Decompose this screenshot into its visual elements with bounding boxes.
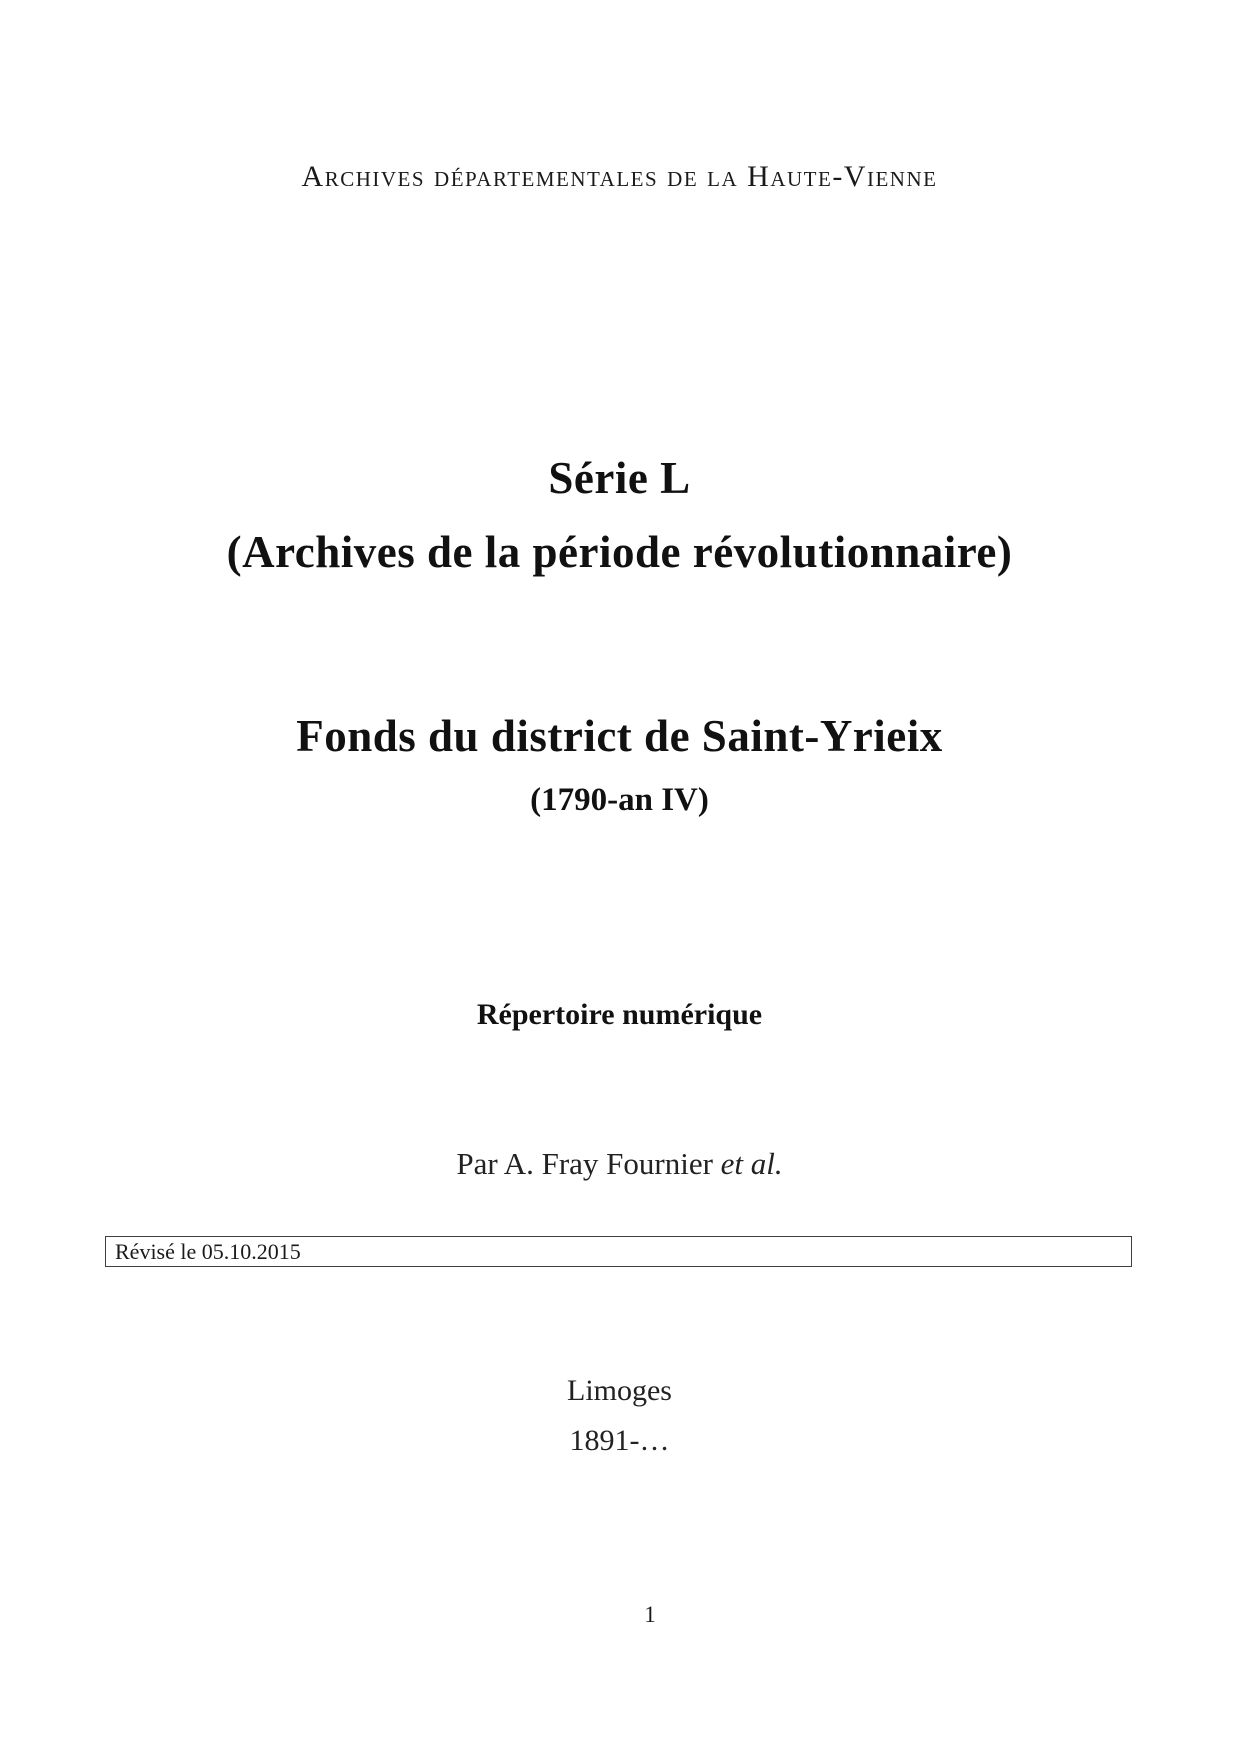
author-name: Par A. Fray Fournier	[456, 1146, 721, 1181]
imprint-place: Limoges	[567, 1374, 672, 1407]
revision-date-text: Révisé le 05.10.2015	[115, 1238, 301, 1264]
fonds-date-range: (1790-an IV)	[530, 782, 709, 818]
document-type-label: Répertoire numérique	[476, 998, 763, 1031]
fonds-title: Fonds du district de Saint-Yrieix	[296, 711, 943, 761]
revision-box	[105, 1236, 1132, 1267]
series-subtitle: (Archives de la période révolutionnaire)	[226, 527, 1013, 577]
page-number: 1	[644, 1602, 656, 1627]
author-line	[0, 1146, 1239, 1182]
series-title: Série L	[548, 453, 691, 503]
imprint-years: 1891-…	[569, 1424, 670, 1457]
archive-institution-header: Archives départementales de la Haute-Vienne	[301, 160, 938, 193]
author-etal: et al.	[720, 1146, 783, 1181]
